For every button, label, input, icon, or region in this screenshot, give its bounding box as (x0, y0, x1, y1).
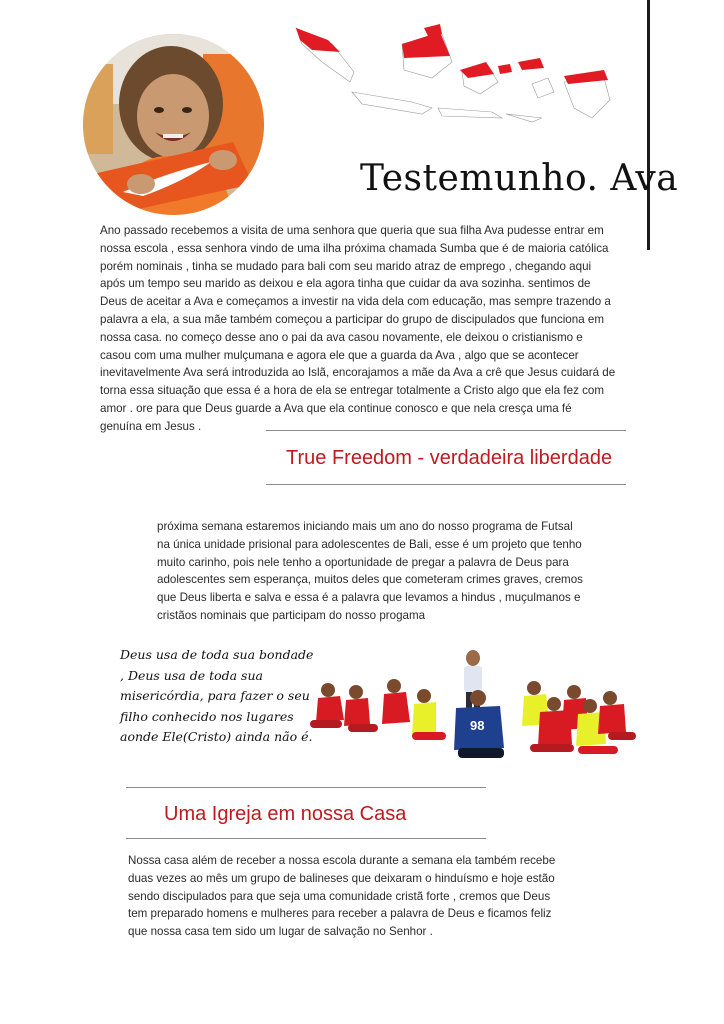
futsal-team-photo (308, 648, 638, 770)
freedom-heading: True Freedom - verdadeira liberdade (286, 447, 613, 469)
freedom-paragraph: próxima semana estaremos iniciando mais um ano do nosso programa de Futsal na única unidade prisional para adolescentes de Bali, esse é um projeto que tenho muito carinho, pois nele tenho a oportunidade de pregar a palavra de Deus para adolescentes sem esperança, muitos deles que cometeram crimes graves, cremos que Deus liberta e salva e essa é a palavra que levamos a hindus , muçulmanos e cristãos nominais que participam do nosso progama (157, 520, 583, 622)
testimony-paragraph: Ano passado recebemos a visita de uma senhora que queria que sua filha Ava pudesse entrar em nossa escola , essa senhora vindo de uma ilha próxima chamada Sumba que é de maioria católica porém nominais , tinha se mudado para bali com seu marido atraz de emprego , chegando aqui após um tempo seu marido as deixou e ela agora tinha que cuidar da ava sozinha. sentimos de Deus de aceitar a Ava e começamos a investir na vida dela com educação, mas sempre trazendo a palavra a ela, a sua mãe também começou a participar do grupo de discipulados que funciona em nossa casa. no começo desse ano o pai da ava casou novamente, ele deixou o cristianismo e casou com uma mulher mulçumana e agora ele que a guarda da Ava , algo que se acontecer inevitavelmente Ava será introduzida ao Islã, encorajamos a mãe da Ava a crê que Jesus cuidará de torna essa situação que essa é a hora de ela se entregar totalmente a Cristo algo que ela fez com amor . ore para que Deus guarde a Ava que ela continue conosco e que nela cresça uma fé genuína em Jesus . (100, 224, 616, 433)
church-rule-bottom (126, 838, 486, 839)
side-rule (647, 0, 650, 250)
ava-portrait-photo (83, 34, 264, 215)
indonesia-flag-map (292, 22, 612, 134)
church-heading: Uma Igreja em nossa Casa (164, 803, 407, 825)
section-rule-bottom (266, 484, 626, 485)
page-title: Testemunho. Ava (360, 158, 679, 199)
section-rule-top (266, 430, 626, 431)
church-rule-top (126, 787, 486, 788)
jersey-number: 98 (470, 718, 485, 733)
church-paragraph: Nossa casa além de receber a nossa escola durante a semana ela também recebe duas vezes ao mês um grupo de balineses que deixaram o hinduísmo e hoje estão sendo discipulados para que seja uma comunidade cristã forte , cremos que Deus tem preparado homens e mulheres para receber a palavra de Deus e ficamos feliz que nossa casa tem sido um lugar de salvação no Senhor . (128, 854, 556, 939)
quote-text: Deus usa de toda sua bondade , Deus usa de toda sua misericórdia, para fazer o seu filho conhecido nos lugares aonde Ele(Cristo) ainda não é. (120, 647, 314, 744)
